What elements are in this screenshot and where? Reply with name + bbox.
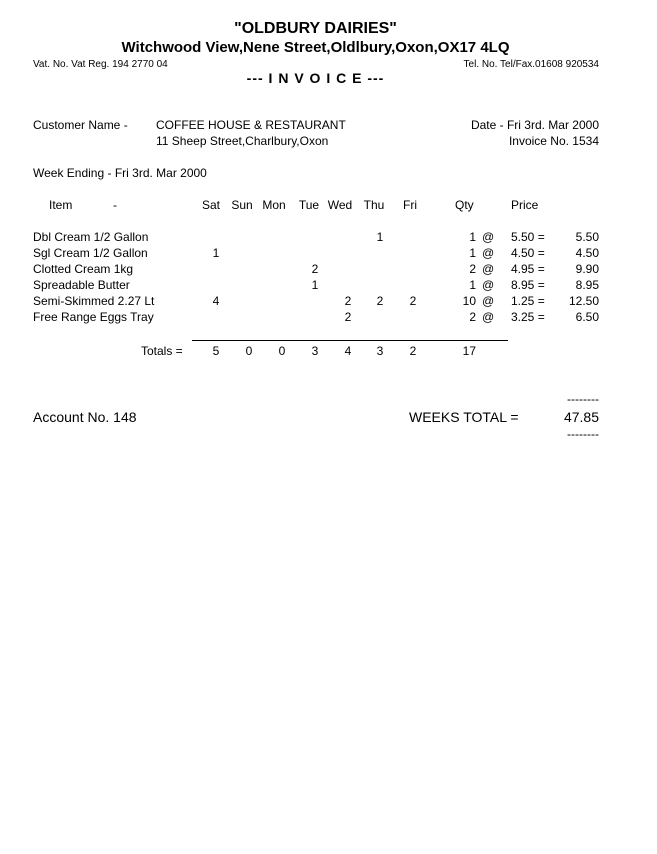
col-qty: Qty (455, 198, 474, 212)
col-sat: Sat (201, 198, 220, 212)
col-price: Price (511, 198, 539, 212)
totals-label: Totals = (141, 344, 183, 358)
item-at: @ (482, 278, 495, 292)
item-at: @ (482, 310, 495, 324)
weeks-total-dashes-bottom: -------- (567, 427, 599, 441)
item-fri: 2 (409, 294, 417, 308)
item-qty: 2 (469, 262, 476, 276)
item-tue: 1 (311, 278, 319, 292)
customer-label: Customer Name - (33, 118, 128, 132)
item-total: 12.50 (568, 294, 599, 308)
total-tue: 3 (311, 344, 319, 358)
customer-address: 11 Sheep Street,Charlbury,Oxon (156, 134, 329, 148)
item-name: Free Range Eggs Tray (33, 310, 154, 324)
invoice-title: --- I N V O I C E --- (246, 70, 385, 86)
item-name: Semi-Skimmed 2.27 Lt (33, 294, 155, 308)
customer-name: COFFEE HOUSE & RESTAURANT (156, 118, 346, 132)
item-total: 6.50 (575, 310, 599, 324)
item-price: 1.25 = (511, 294, 545, 308)
item-total: 8.95 (575, 278, 599, 292)
item-name: Dbl Cream 1/2 Gallon (33, 230, 149, 244)
total-qty: 17 (462, 344, 476, 358)
item-sat: 4 (212, 294, 220, 308)
col-dash: - (113, 198, 117, 212)
item-thu: 2 (376, 294, 384, 308)
telephone: Tel. No. Tel/Fax.01608 920534 (463, 59, 599, 70)
item-at: @ (482, 230, 495, 244)
item-qty: 1 (469, 246, 476, 260)
item-price: 4.95 = (511, 262, 545, 276)
weeks-total-label: WEEKS TOTAL = (409, 409, 519, 425)
item-wed: 2 (344, 294, 352, 308)
item-qty: 1 (469, 230, 476, 244)
item-total: 9.90 (575, 262, 599, 276)
item-qty: 10 (462, 294, 476, 308)
total-sat: 5 (212, 344, 220, 358)
vat-number: Vat. No. Vat Reg. 194 2770 04 (33, 59, 168, 70)
item-total: 4.50 (575, 246, 599, 260)
col-sun: Sun (231, 198, 253, 212)
weeks-total-value: 47.85 (563, 409, 599, 425)
weeks-total-dashes-top: -------- (567, 392, 599, 406)
total-mon: 0 (278, 344, 286, 358)
item-price: 4.50 = (511, 246, 545, 260)
item-price: 5.50 = (511, 230, 545, 244)
account-number: Account No. 148 (33, 409, 137, 425)
company-name: "OLDBURY DAIRIES" (234, 20, 397, 37)
total-wed: 4 (344, 344, 352, 358)
item-price: 8.95 = (511, 278, 545, 292)
col-thu: Thu (363, 198, 385, 212)
total-thu: 3 (376, 344, 384, 358)
col-item: Item (49, 198, 73, 212)
total-sun: 0 (245, 344, 253, 358)
invoice-number: Invoice No. 1534 (508, 134, 599, 148)
item-total: 5.50 (575, 230, 599, 244)
item-wed: 2 (344, 310, 352, 324)
col-tue: Tue (298, 198, 320, 212)
item-name: Clotted Cream 1kg (33, 262, 134, 276)
col-mon: Mon (262, 198, 286, 212)
item-at: @ (482, 294, 495, 308)
item-name: Sgl Cream 1/2 Gallon (33, 246, 148, 260)
item-at: @ (482, 246, 495, 260)
item-price: 3.25 = (511, 310, 545, 324)
item-tue: 2 (311, 262, 319, 276)
company-address: Witchwood View,Nene Street,Oldlbury,Oxon,OX17 4LQ (121, 39, 510, 56)
item-at: @ (482, 262, 495, 276)
totals-divider (192, 340, 508, 341)
week-ending: Week Ending - Fri 3rd. Mar 2000 (33, 166, 207, 180)
total-fri: 2 (409, 344, 417, 358)
item-name: Spreadable Butter (33, 278, 130, 292)
col-wed: Wed (327, 198, 353, 212)
col-fri: Fri (403, 198, 417, 212)
item-sat: 1 (212, 246, 220, 260)
invoice-date: Date - Fri 3rd. Mar 2000 (470, 118, 599, 132)
item-qty: 2 (469, 310, 476, 324)
item-thu: 1 (376, 230, 384, 244)
item-qty: 1 (469, 278, 476, 292)
